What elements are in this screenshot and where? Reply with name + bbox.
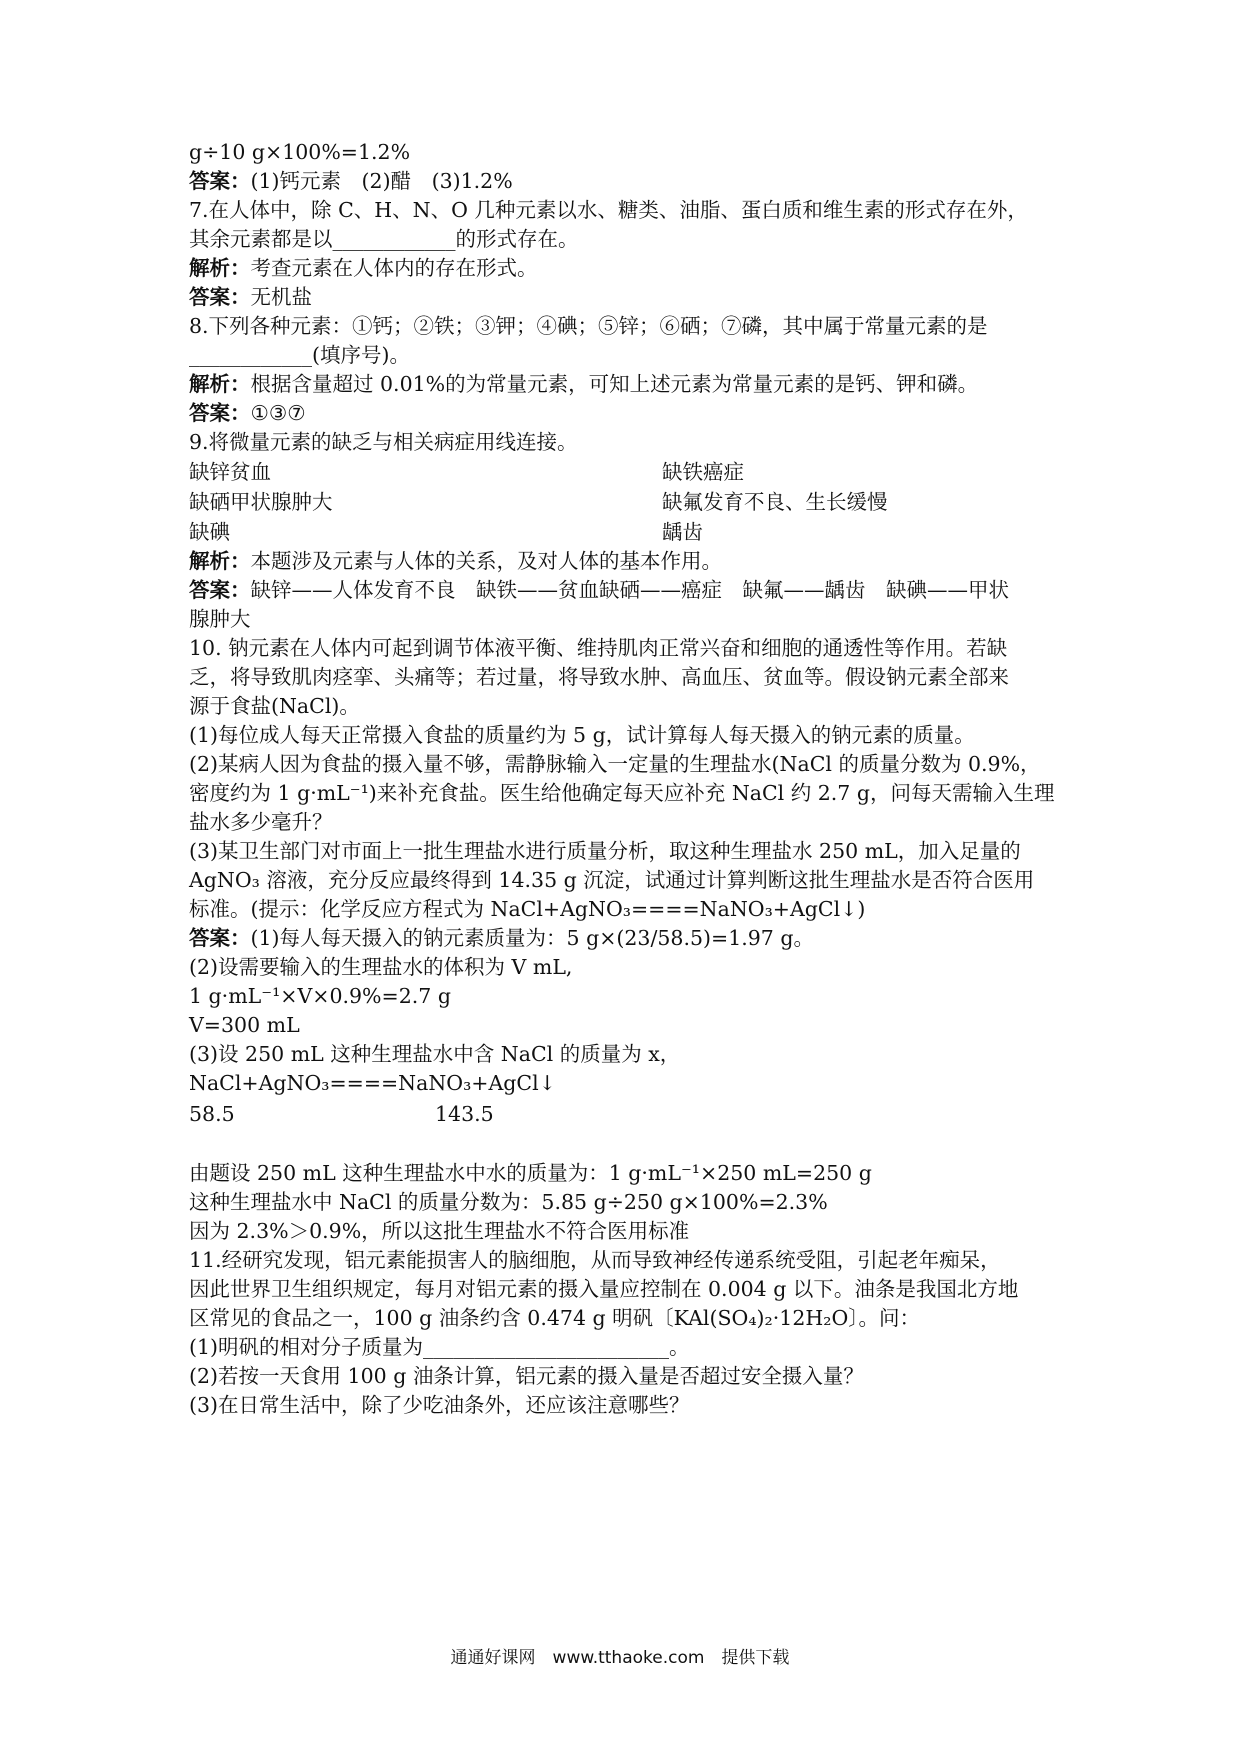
text-line: 腺肿大 — [189, 607, 251, 631]
analysis-line — [189, 254, 1069, 282]
answer-text: (1)钙元素 (2)醋 (3)1.2% — [250, 169, 513, 193]
analysis-label: 解析： — [189, 256, 251, 280]
text-line: 其余元素都是以____________的形式存在。 — [189, 227, 579, 251]
text-line: (3)某卫生部门对市面上一批生理盐水进行质量分析，取这种生理盐水 250 mL，加入足量的 — [189, 839, 1021, 863]
equation-value-left: 58.5 — [189, 1102, 235, 1126]
matching-left: 缺碘 — [189, 520, 230, 544]
answer-line — [189, 399, 1069, 427]
analysis-text: 本题涉及元素与人体的关系，及对人体的基本作用。 — [250, 549, 722, 573]
text-line: 因此世界卫生组织规定，每月对铝元素的摄入量应控制在 0.004 g 以下。油条是我国北方地 — [189, 1277, 1019, 1301]
matching-left: 缺硒甲状腺肿大 — [189, 490, 333, 514]
text-line: (3)设 250 mL 这种生理盐水中含 NaCl 的质量为 x， — [189, 1042, 681, 1066]
analysis-text: 根据含量超过 0.01%的为常量元素，可知上述元素为常量元素的是钙、钾和磷。 — [250, 372, 979, 396]
question-11-line: 11.经研究发现，铝元素能损害人的脑细胞，从而导致神经传递系统受阻，引起老年痴呆， — [189, 1248, 1001, 1272]
page-footer: 通通好课网 www.tthaoke.com 提供下载 — [450, 1648, 790, 1668]
text-line: V=300 mL — [189, 1013, 300, 1037]
text-line: 这种生理盐水中 NaCl 的质量分数为：5.85 g÷250 g×100%=2.3% — [189, 1190, 828, 1214]
matching-row — [189, 458, 1069, 486]
text-line: 密度约为 1 g·mL⁻¹)来补充食盐。医生给他确定每天应补充 NaCl 约 2.7 g，问每天需输入生理 — [189, 781, 1055, 805]
equation-line: NaCl+AgNO₃====NaNO₃+AgCl↓ — [189, 1071, 556, 1095]
answer-label: 答案： — [189, 285, 251, 309]
analysis-text: 考查元素在人体内的存在形式。 — [250, 256, 538, 280]
answer-text: ①③⑦ — [250, 401, 306, 425]
text-line: (2)设需要输入的生理盐水的体积为 V mL, — [189, 955, 573, 979]
answer-text: 无机盐 — [250, 285, 312, 309]
text-line: (1)明矾的相对分子质量为________________________。 — [189, 1335, 690, 1359]
answer-line — [189, 576, 1069, 604]
text-line: 因为 2.3%＞0.9%，所以这批生理盐水不符合医用标准 — [189, 1219, 690, 1243]
text-line: (2)某病人因为食盐的摄入量不够，需静脉输入一定量的生理盐水(NaCl 的质量分数为 0.9%， — [189, 752, 1041, 776]
text-line: 盐水多少毫升？ — [189, 810, 333, 834]
matching-left: 缺锌贫血 — [189, 460, 271, 484]
analysis-line — [189, 370, 1069, 398]
equation-values-row — [189, 1100, 1069, 1128]
question-9-line: 9.将微量元素的缺乏与相关病症用线连接。 — [189, 430, 578, 454]
answer-line — [189, 924, 1069, 952]
answer-line — [189, 283, 1069, 311]
matching-right: 缺铁癌症 — [662, 460, 744, 484]
answer-label: 答案： — [189, 578, 251, 602]
matching-row — [189, 488, 1069, 516]
text-line: (2)若按一天食用 100 g 油条计算，铝元素的摄入量是否超过安全摄入量？ — [189, 1364, 864, 1388]
analysis-line — [189, 547, 1069, 575]
matching-right: 缺氟发育不良、生长缓慢 — [662, 490, 888, 514]
text-line: ____________(填序号)。 — [189, 343, 410, 367]
text-line: g÷10 g×100%=1.2% — [189, 140, 411, 164]
text-line: 区常见的食品之一，100 g 油条约含 0.474 g 明矾〔KAl(SO₄)₂·12H₂O〕。问： — [189, 1306, 921, 1330]
matching-right: 龋齿 — [662, 520, 703, 544]
analysis-label: 解析： — [189, 372, 251, 396]
text-line: (3)在日常生活中，除了少吃油条外，还应该注意哪些？ — [189, 1393, 690, 1417]
matching-row — [189, 518, 1069, 546]
text-line: 由题设 250 mL 这种生理盐水中水的质量为：1 g·mL⁻¹×250 mL=250 g — [189, 1161, 872, 1185]
answer-line — [189, 167, 1069, 195]
text-line: 源于食盐(NaCl)。 — [189, 694, 360, 718]
answer-label: 答案： — [189, 169, 251, 193]
text-line: (1)每位成人每天正常摄入食盐的质量约为 5 g，试计算每人每天摄入的钠元素的质量。 — [189, 723, 975, 747]
text-line: 标准。(提示：化学反应方程式为 NaCl+AgNO₃====NaNO₃+AgCl↓) — [189, 897, 866, 921]
text-line: AgNO₃ 溶液，充分反应最终得到 14.35 g 沉淀，试通过计算判断这批生理盐水是否符合医用 — [189, 868, 1035, 892]
text-line: 1 g·mL⁻¹×V×0.9%=2.7 g — [189, 984, 451, 1008]
answer-label: 答案： — [189, 401, 251, 425]
analysis-label: 解析： — [189, 549, 251, 573]
answer-text: 缺锌——人体发育不良 缺铁——贫血缺硒——癌症 缺氟——龋齿 缺碘——甲状 — [250, 578, 1009, 602]
question-10-line: 10. 钠元素在人体内可起到调节体液平衡、维持肌肉正常兴奋和细胞的通透性等作用。若缺 — [189, 636, 1008, 660]
question-7-line: 7.在人体中，除 C、H、N、O 几种元素以水、糖类、油脂、蛋白质和维生素的形式存在外， — [189, 198, 1028, 222]
text-line: 乏，将导致肌肉痉挛、头痛等；若过量，将导致水肿、高血压、贫血等。假设钠元素全部来 — [189, 665, 1009, 689]
answer-text: (1)每人每天摄入的钠元素质量为：5 g×(23/58.5)=1.97 g。 — [250, 926, 814, 950]
answer-label: 答案： — [189, 926, 251, 950]
equation-value-right: 143.5 — [435, 1102, 494, 1126]
question-8-line: 8.下列各种元素：①钙；②铁；③钾；④碘；⑤锌；⑥硒；⑦磷，其中属于常量元素的是 — [189, 314, 988, 338]
